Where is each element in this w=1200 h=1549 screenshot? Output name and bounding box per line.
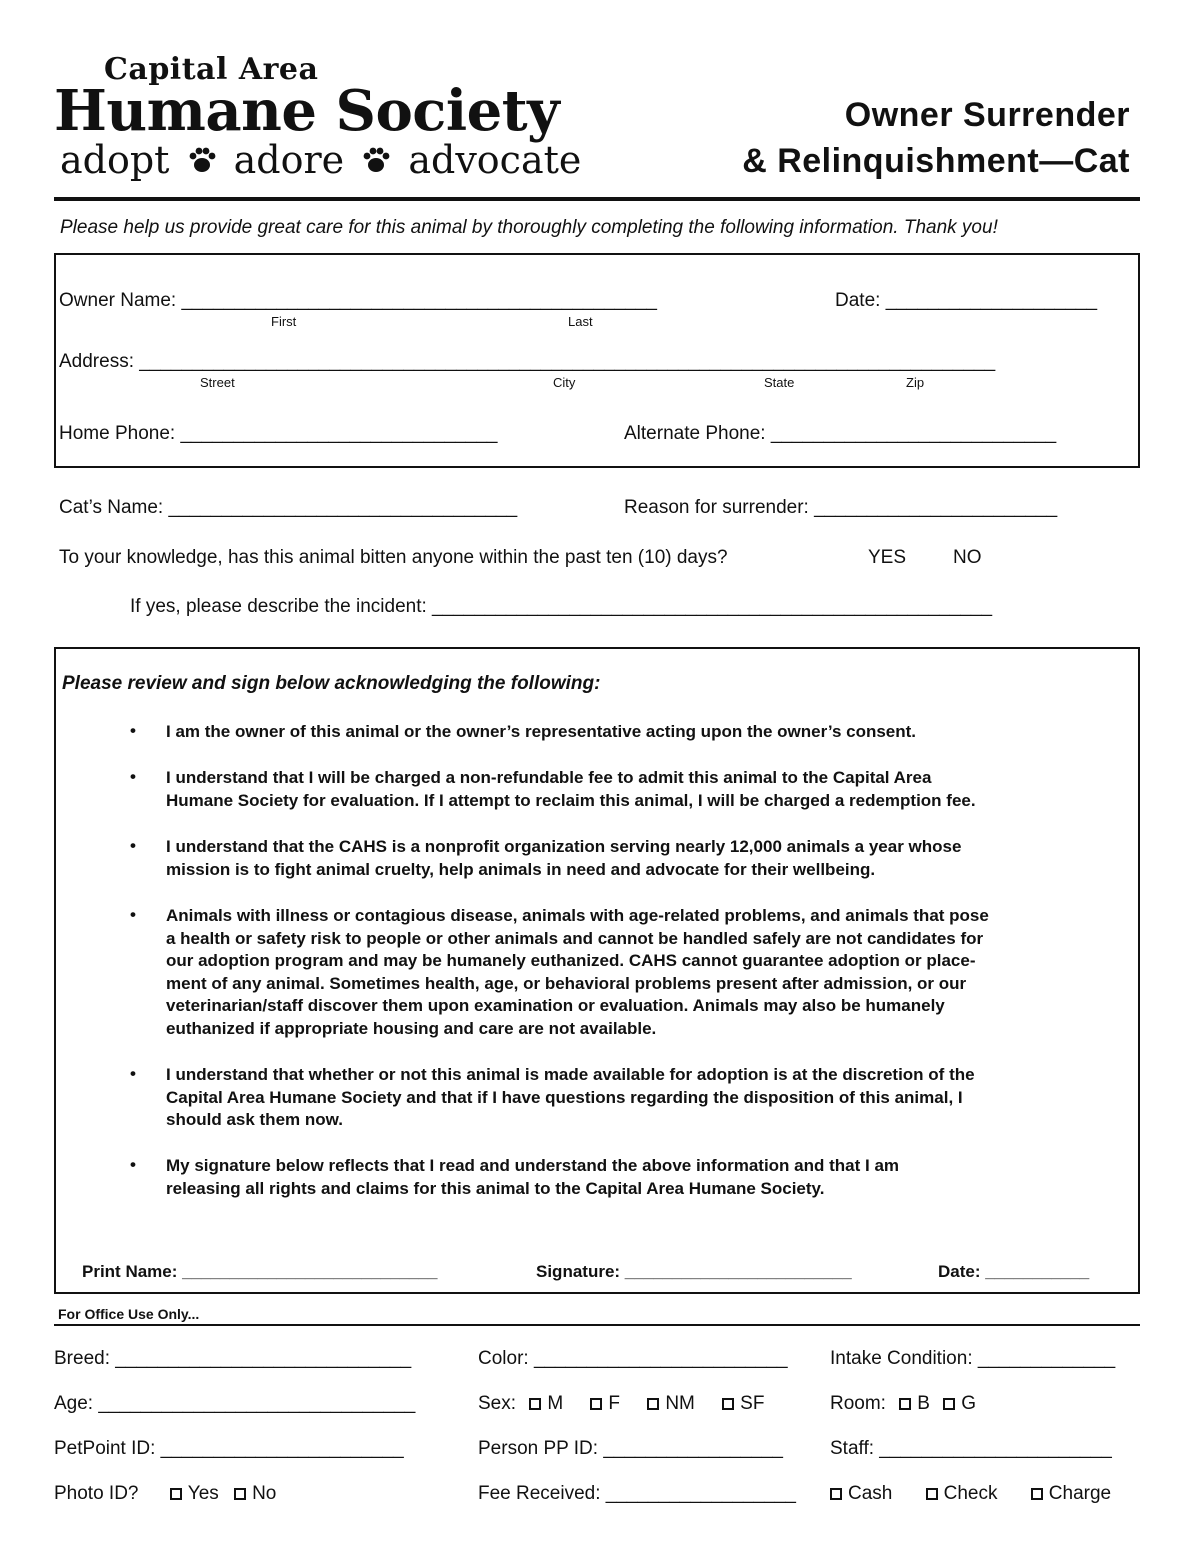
bite-yes-option[interactable]: YES <box>868 547 907 568</box>
ack-line: ment of any animal. Sometimes health, age, or behavioral problems present after admission, or our <box>166 973 967 993</box>
payment-charge[interactable]: Charge <box>1031 1483 1111 1504</box>
owner-date-field[interactable]: Date: ____________________ <box>835 290 1098 311</box>
checkbox-icon[interactable] <box>830 1488 842 1500</box>
owner-name-field[interactable]: Owner Name: _____________________________________________ <box>59 290 657 311</box>
bite-no-option[interactable]: NO <box>953 547 982 568</box>
checkbox-icon[interactable] <box>943 1398 955 1410</box>
tagline-adopt: adopt <box>60 138 170 182</box>
ack-line: Animals with illness or contagious disease, animals with age-related problems, and animals that pose <box>166 906 989 925</box>
paw-icon <box>360 144 392 176</box>
acknowledgement-heading: Please review and sign below acknowledging the following: <box>62 673 601 694</box>
zip-label: Zip <box>906 375 925 390</box>
person-pp-id-field[interactable]: Person PP ID: _________________ <box>478 1438 783 1459</box>
ack-line: My signature below reflects that I read and understand the above information and that I am <box>166 1156 900 1175</box>
form-title-line1: Owner Surrender <box>844 96 1130 134</box>
incident-description-field[interactable]: If yes, please describe the incident: _____________________________________________________ <box>130 596 993 617</box>
logo-line-capital-area: Capital Area <box>104 52 319 87</box>
room-option-b[interactable]: B <box>899 1393 930 1414</box>
ack-line: should ask them now. <box>166 1110 343 1129</box>
office-use-heading: For Office Use Only... <box>58 1306 200 1322</box>
ack-line: releasing all rights and claims for this animal to the Capital Area Humane Society. <box>166 1178 825 1198</box>
first-label: First <box>271 314 297 329</box>
ack-line: our adoption program and may be humanely euthanized. CAHS cannot guarantee adoption or place- <box>166 951 976 970</box>
signature-field[interactable]: Signature: ________________________ <box>536 1262 852 1281</box>
sex-option-m[interactable]: M <box>529 1393 563 1414</box>
payment-method-group <box>830 1483 1111 1505</box>
bullet-icon: • <box>130 1155 136 1174</box>
sex-option-f[interactable]: F <box>590 1393 620 1414</box>
payment-cash[interactable]: Cash <box>830 1483 892 1504</box>
checkbox-icon[interactable] <box>647 1398 659 1410</box>
tagline-adore: adore <box>233 138 345 182</box>
logo-tagline <box>60 138 581 182</box>
ack-line: Capital Area Humane Society and that if I have questions regarding the disposition of this animal, I <box>166 1087 963 1107</box>
ack-line: Humane Society for evaluation. If I attempt to reclaim this animal, I will be charged a redemption fee. <box>166 790 976 810</box>
logo-line-humane-society: Humane Society <box>54 78 560 144</box>
bullet-icon: • <box>130 905 136 924</box>
checkbox-icon[interactable] <box>170 1488 182 1500</box>
checkbox-icon[interactable] <box>529 1398 541 1410</box>
checkbox-icon[interactable] <box>590 1398 602 1410</box>
room-option-g[interactable]: G <box>943 1393 976 1414</box>
photo-id-group <box>54 1483 276 1505</box>
surrender-reason-field[interactable]: Reason for surrender: _______________________ <box>624 497 1058 518</box>
tagline-advocate: advocate <box>408 138 582 182</box>
ack-line: I understand that the CAHS is a nonprofit organization serving nearly 12,000 animals a year whose <box>166 837 962 856</box>
checkbox-icon[interactable] <box>1031 1488 1043 1500</box>
checkbox-icon[interactable] <box>234 1488 246 1500</box>
state-label: State <box>764 375 795 390</box>
photo-id-no[interactable]: No <box>234 1483 276 1504</box>
staff-field[interactable]: Staff: ______________________ <box>830 1438 1112 1459</box>
ack-line: euthanized if appropriate housing and care are not available. <box>166 1018 657 1038</box>
cat-name-field[interactable]: Cat’s Name: _________________________________ <box>59 497 518 518</box>
intro-text: Please help us provide great care for this animal by thoroughly completing the following information. Thank you! <box>60 217 998 238</box>
room-label: Room: <box>830 1393 886 1414</box>
checkbox-icon[interactable] <box>899 1398 911 1410</box>
print-name-field[interactable]: Print Name: ___________________________ <box>82 1262 438 1281</box>
sex-option-sf[interactable]: SF <box>722 1393 764 1414</box>
header-divider <box>54 197 1140 201</box>
alternate-phone-field[interactable]: Alternate Phone: ___________________________ <box>624 423 1057 444</box>
ack-line: mission is to fight animal cruelty, help animals in need and advocate for their wellbeing. <box>166 859 876 879</box>
paw-icon <box>186 144 218 176</box>
breed-field[interactable]: Breed: ____________________________ <box>54 1348 412 1369</box>
fee-received-field[interactable]: Fee Received: __________________ <box>478 1483 796 1504</box>
photo-id-yes[interactable]: Yes <box>170 1483 219 1504</box>
bite-question: To your knowledge, has this animal bitten anyone within the past ten (10) days? <box>59 547 728 568</box>
bullet-icon: • <box>130 767 136 786</box>
photo-id-label: Photo ID? <box>54 1483 139 1504</box>
sex-label: Sex: <box>478 1393 517 1414</box>
ack-line: I am the owner of this animal or the owner’s representative acting upon the owner’s consent. <box>166 722 917 741</box>
form-title-line2: & Relinquishment—Cat <box>742 142 1130 180</box>
checkbox-icon[interactable] <box>722 1398 734 1410</box>
last-label: Last <box>568 314 593 329</box>
petpoint-id-field[interactable]: PetPoint ID: _______________________ <box>54 1438 404 1459</box>
ack-line: veterinarian/staff discover them upon examination or evaluation. Animals may also be humanely <box>166 996 945 1015</box>
checkbox-icon[interactable] <box>926 1488 938 1500</box>
room-group <box>830 1393 976 1415</box>
bullet-icon: • <box>130 721 136 740</box>
bullet-icon: • <box>130 1064 136 1083</box>
sex-option-nm[interactable]: NM <box>647 1393 695 1414</box>
street-label: Street <box>200 375 235 390</box>
ack-line: a health or safety risk to people or other animals and cannot be handled safely are not candidates for <box>166 928 984 948</box>
age-field[interactable]: Age: ______________________________ <box>54 1393 416 1414</box>
bullet-icon: • <box>130 836 136 855</box>
ack-line: I understand that whether or not this animal is made available for adoption is at the discretion of the <box>166 1065 975 1084</box>
intake-condition-field[interactable]: Intake Condition: _____________ <box>830 1348 1116 1369</box>
address-field[interactable]: Address: _________________________________________________________________________________ <box>59 351 996 372</box>
office-divider <box>54 1324 1140 1326</box>
ack-line: I understand that I will be charged a non-refundable fee to admit this animal to the Capital Area <box>166 768 932 787</box>
sex-group <box>478 1393 764 1415</box>
payment-check[interactable]: Check <box>926 1483 998 1504</box>
color-field[interactable]: Color: ________________________ <box>478 1348 788 1369</box>
signature-date-field[interactable]: Date: ___________ <box>938 1262 1090 1281</box>
home-phone-field[interactable]: Home Phone: ______________________________ <box>59 423 498 444</box>
city-label: City <box>553 375 576 390</box>
